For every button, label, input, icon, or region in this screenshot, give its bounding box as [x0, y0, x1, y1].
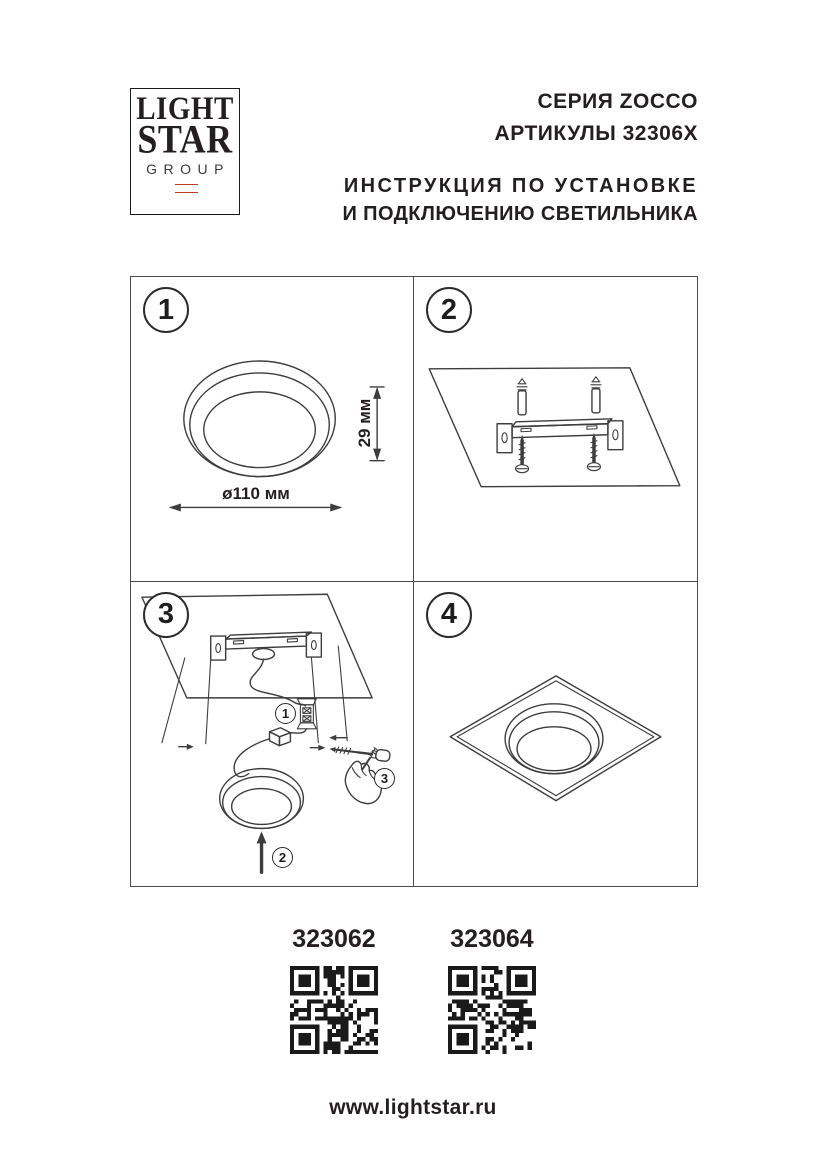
mounting-bracket	[497, 419, 623, 453]
flag-white-stripe	[175, 184, 197, 193]
articles-label: АРТИКУЛЫ 32306Х	[494, 122, 698, 145]
panel-2-number-badge: 2	[426, 287, 472, 333]
qr-code	[290, 966, 378, 1054]
logo-group-text: GROUP	[146, 160, 230, 177]
header-text-block	[300, 90, 698, 226]
panel-step-1	[131, 277, 414, 582]
lightstar-logo	[130, 88, 240, 215]
step3-substep-1-badge: 1	[275, 703, 296, 724]
guide-arrow-left	[179, 743, 194, 749]
screw-direction-arrow	[329, 734, 347, 740]
light-fixture	[220, 768, 304, 828]
screw-left	[516, 435, 529, 473]
panel-step-3	[131, 582, 414, 887]
logo-star-text: STAR	[137, 116, 233, 162]
step3-substep-2-badge: 2	[272, 847, 293, 868]
panel-1-number-badge: 1	[143, 287, 189, 333]
flag-green-stripe	[145, 184, 175, 193]
terminal-connector	[297, 698, 316, 728]
instruction-title-line2: И ПОДКЛЮЧЕНИЮ СВЕТИЛЬНИКА	[342, 203, 698, 225]
logo-light-text: LIGHT	[136, 91, 234, 127]
power-wire-lower	[234, 738, 269, 776]
ceiling-panel	[450, 675, 661, 800]
step3-substep-3-badge: 3	[374, 768, 395, 789]
up-arrow	[257, 831, 267, 872]
height-dimension-label: 29 мм	[355, 398, 374, 448]
driver-box	[270, 727, 291, 745]
diameter-dimension-arrow	[169, 503, 342, 511]
ceiling-wire-hole	[253, 648, 275, 659]
panel-4-number-badge: 4	[426, 592, 472, 638]
instruction-grid	[130, 276, 698, 887]
light-fixture	[184, 361, 335, 477]
panel-step-4	[414, 582, 697, 887]
instruction-title-line1: ИНСТРУКЦИЯ ПО УСТАНОВКЕ	[343, 175, 698, 197]
insert-guide-lines	[162, 646, 347, 744]
wall-anchor-left	[517, 379, 527, 415]
qr-article-label: 323062	[292, 925, 376, 953]
qr-article-label: 323064	[450, 925, 534, 953]
panel-step-2	[414, 277, 697, 582]
guide-arrow-right	[310, 744, 325, 750]
power-wire-middle	[290, 728, 306, 732]
screw-right	[587, 433, 600, 471]
mounting-bracket	[211, 632, 322, 660]
panel-3-number-badge: 3	[143, 592, 189, 638]
light-fixture	[505, 703, 603, 773]
qr-code	[448, 966, 536, 1054]
ceiling-panel	[429, 368, 680, 487]
series-label: СЕРИЯ ZOCCO	[537, 90, 698, 113]
italy-flag-icon	[145, 184, 225, 193]
flag-red-stripe	[198, 184, 225, 193]
screw-and-screwdriver	[329, 743, 391, 761]
footer-website-url: www.lightstar.ru	[329, 1096, 497, 1119]
diameter-dimension-label: ø110 мм	[222, 484, 290, 503]
wall-anchor-right	[591, 377, 601, 413]
